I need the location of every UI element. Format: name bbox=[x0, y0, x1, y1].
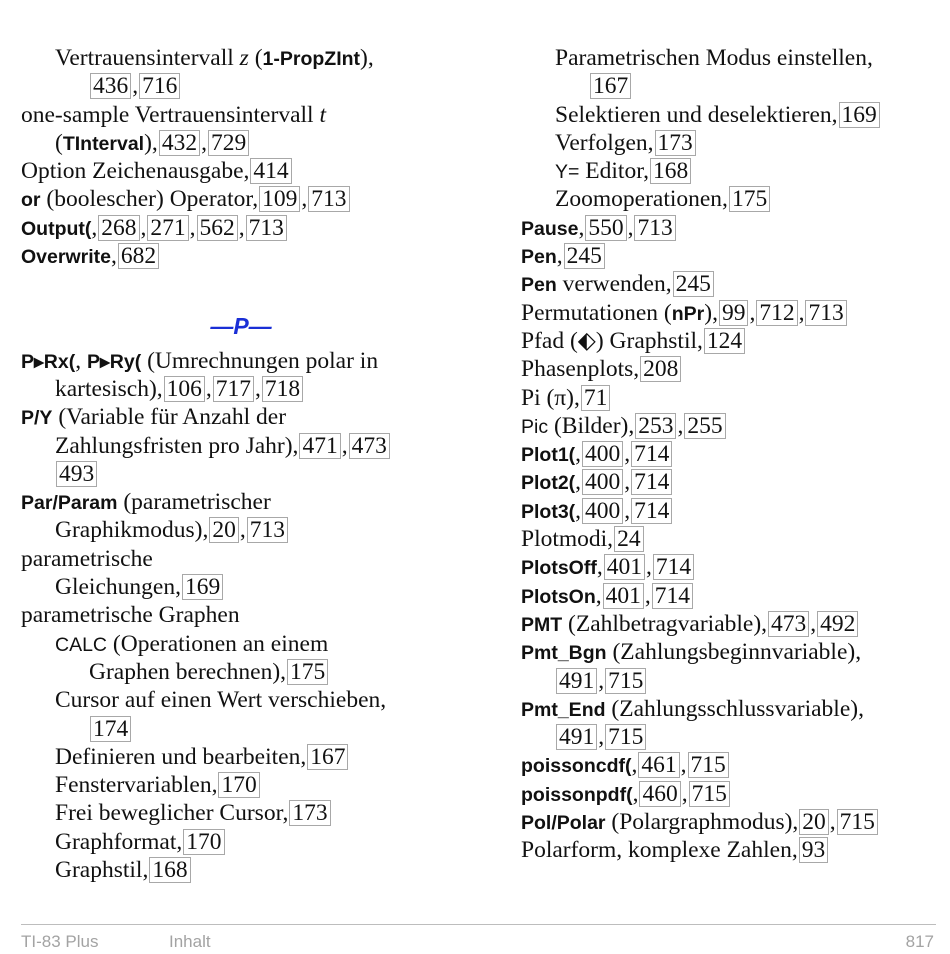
page-reference-link[interactable]: 401 bbox=[604, 554, 645, 580]
page-reference-link[interactable]: 432 bbox=[159, 130, 200, 156]
index-keyword: nPr bbox=[671, 302, 705, 325]
index-entry bbox=[21, 630, 461, 658]
index-text: ), bbox=[144, 129, 158, 156]
page-reference-link[interactable]: 168 bbox=[149, 857, 190, 883]
index-text: ), bbox=[360, 45, 374, 71]
index-text: Editor, bbox=[579, 158, 649, 185]
index-text: , bbox=[631, 752, 638, 779]
index-entry bbox=[21, 129, 461, 157]
index-text: Polarform, komplexe Zahlen, bbox=[521, 837, 798, 864]
page-reference-link[interactable]: 715 bbox=[605, 724, 646, 750]
page-separator: , bbox=[255, 375, 261, 402]
index-keyword: P/Y bbox=[21, 407, 53, 430]
page-reference-link[interactable]: 93 bbox=[799, 837, 829, 863]
index-entry bbox=[21, 715, 461, 743]
page-reference-link[interactable]: 167 bbox=[307, 744, 348, 770]
page-reference-link[interactable]: 682 bbox=[118, 243, 159, 269]
index-text: , bbox=[595, 582, 602, 609]
page-separator: , bbox=[598, 724, 605, 751]
page-reference-link[interactable]: 170 bbox=[218, 772, 259, 798]
index-text: (Zahlungsschlussvariable), bbox=[605, 695, 864, 722]
index-entry bbox=[521, 582, 941, 610]
index-entry bbox=[21, 375, 461, 403]
index-entry bbox=[21, 601, 461, 629]
page-reference-link[interactable]: 173 bbox=[289, 800, 330, 826]
index-entry bbox=[521, 327, 941, 355]
index-entry bbox=[21, 545, 461, 573]
index-entry bbox=[521, 638, 941, 666]
footer-page-number: 817 bbox=[905, 932, 934, 951]
index-keyword: P▸Rx( bbox=[21, 350, 76, 373]
index-entry bbox=[21, 856, 461, 884]
page-reference-link[interactable]: 716 bbox=[139, 73, 180, 99]
index-text: Zahlungsfristen pro Jahr), bbox=[55, 432, 299, 459]
index-text: (parametrischer bbox=[117, 489, 271, 516]
index-text: Graphformat, bbox=[55, 828, 183, 855]
index-keyword: Pol/Polar bbox=[521, 812, 606, 835]
page-reference-link[interactable]: 24 bbox=[614, 526, 644, 552]
footer-product-name: TI-83 Plus bbox=[21, 932, 99, 951]
index-text: , bbox=[110, 243, 117, 270]
index-text: , bbox=[575, 441, 582, 468]
index-keyword: Pmt_End bbox=[521, 698, 606, 721]
index-keyword: Pen bbox=[521, 246, 557, 269]
index-entry bbox=[521, 72, 941, 100]
page-reference-link[interactable]: 245 bbox=[673, 271, 714, 297]
index-text: Cursor auf einen Wert verschieben, bbox=[55, 687, 387, 714]
page-reference-link[interactable]: 268 bbox=[98, 215, 139, 241]
index-keyword: poissonpdf( bbox=[521, 783, 633, 806]
index-entry bbox=[21, 214, 461, 242]
page-reference-link[interactable]: 99 bbox=[719, 300, 749, 326]
index-entry bbox=[521, 667, 941, 695]
index-text: , bbox=[91, 214, 98, 241]
page-reference-link[interactable]: 400 bbox=[582, 498, 623, 524]
index-entry bbox=[521, 270, 941, 298]
page-reference-link[interactable]: 713 bbox=[246, 215, 287, 241]
section-heading: —P— bbox=[210, 312, 272, 339]
page-separator: , bbox=[238, 214, 245, 241]
page-reference-link[interactable]: 473 bbox=[768, 611, 809, 637]
index-keyword: Pen bbox=[521, 274, 557, 297]
page-reference-link[interactable]: 245 bbox=[564, 243, 605, 269]
index-entry bbox=[521, 836, 941, 864]
index-keyword: Output( bbox=[21, 217, 92, 240]
index-entry bbox=[521, 214, 941, 242]
page-reference-link[interactable]: 20 bbox=[799, 809, 829, 835]
index-text: ( bbox=[248, 45, 263, 71]
index-entry bbox=[521, 242, 941, 270]
index-text: one-sample Vertrauensintervall bbox=[21, 101, 320, 128]
section-spacer bbox=[21, 270, 461, 298]
page-separator: , bbox=[624, 441, 631, 468]
index-keyword: Plot2( bbox=[521, 472, 576, 495]
index-column-right bbox=[521, 44, 941, 865]
index-entry bbox=[21, 658, 461, 686]
index-entry bbox=[521, 553, 941, 581]
page-reference-link[interactable]: 713 bbox=[634, 215, 675, 241]
index-text: (Operationen an einem bbox=[107, 630, 329, 657]
index-entry bbox=[521, 808, 941, 836]
page-reference-link[interactable]: 713 bbox=[805, 300, 846, 326]
page-reference-link[interactable]: 562 bbox=[197, 215, 238, 241]
page-reference-link[interactable]: 491 bbox=[556, 724, 597, 750]
index-text: Parametrischen Modus einstellen, bbox=[555, 45, 873, 71]
index-text: Graphikmodus), bbox=[55, 517, 209, 544]
page-separator: , bbox=[624, 469, 631, 496]
index-entry bbox=[521, 497, 941, 525]
index-keyword: Pause bbox=[521, 217, 579, 240]
page-reference-link[interactable]: 714 bbox=[652, 583, 693, 609]
index-entry bbox=[521, 525, 941, 553]
page-reference-link[interactable]: 109 bbox=[259, 186, 300, 212]
index-entry bbox=[521, 440, 941, 468]
index-text: Zoomoperationen, bbox=[555, 186, 728, 213]
index-entry bbox=[21, 460, 461, 488]
page-reference-link[interactable]: 71 bbox=[581, 385, 611, 411]
index-text: (Zahlbetragvariable), bbox=[562, 610, 768, 637]
index-entry bbox=[21, 403, 461, 431]
page-reference-link[interactable]: 714 bbox=[653, 554, 694, 580]
page-separator: , bbox=[205, 375, 212, 402]
index-keyword: P▸Ry( bbox=[86, 350, 142, 373]
index-column-left bbox=[21, 44, 461, 884]
index-entry bbox=[521, 751, 941, 779]
index-keyword: Overwrite bbox=[21, 246, 111, 269]
page-reference-link[interactable]: 208 bbox=[640, 356, 681, 382]
index-text: Frei beweglicher Cursor, bbox=[55, 800, 289, 827]
index-text: Selektieren und deselektieren, bbox=[555, 101, 838, 128]
index-entry bbox=[521, 468, 941, 496]
page-reference-link[interactable]: 714 bbox=[631, 498, 672, 524]
index-entry bbox=[521, 412, 941, 440]
index-entry bbox=[521, 610, 941, 638]
page-reference-link[interactable]: 714 bbox=[631, 441, 672, 467]
index-key-label: Y= bbox=[555, 161, 580, 184]
page-reference-link[interactable]: 170 bbox=[183, 829, 224, 855]
index-keyword: or bbox=[21, 189, 41, 212]
page-separator: , bbox=[677, 412, 684, 439]
page-separator: , bbox=[749, 299, 756, 326]
index-keyword: poissoncdf( bbox=[521, 755, 632, 778]
index-keyword: PMT bbox=[521, 613, 563, 636]
page-separator: , bbox=[598, 667, 605, 694]
index-entry bbox=[521, 129, 941, 157]
index-entry bbox=[21, 516, 461, 544]
index-entry bbox=[521, 185, 941, 213]
index-text: , bbox=[556, 243, 563, 270]
page-reference-link[interactable]: 471 bbox=[299, 433, 340, 459]
index-text: Pfad (⬖) Graphstil, bbox=[521, 327, 703, 354]
page-separator: , bbox=[201, 129, 207, 156]
index-keyword: Pmt_Bgn bbox=[521, 642, 607, 665]
index-keyword: Plot1( bbox=[521, 444, 576, 467]
index-entry bbox=[21, 44, 461, 72]
index-text: Graphstil, bbox=[55, 857, 149, 884]
page-reference-link[interactable]: 106 bbox=[164, 376, 205, 402]
page-reference-link[interactable]: 400 bbox=[582, 469, 623, 495]
page-separator: , bbox=[140, 214, 147, 241]
page-reference-link[interactable]: 169 bbox=[839, 102, 880, 128]
page-reference-link[interactable]: 729 bbox=[208, 130, 249, 156]
index-entry bbox=[21, 743, 461, 771]
index-entry bbox=[21, 242, 461, 270]
index-text: parametrische Graphen bbox=[21, 602, 240, 629]
index-text: Gleichungen, bbox=[55, 574, 181, 601]
index-entry bbox=[21, 799, 461, 827]
page-reference-link[interactable]: 460 bbox=[639, 781, 680, 807]
page-separator: , bbox=[624, 497, 631, 524]
page-reference-link[interactable]: 715 bbox=[688, 752, 729, 778]
index-entry bbox=[21, 185, 461, 213]
page-reference-link[interactable]: 718 bbox=[262, 376, 303, 402]
index-keyword: 1-PropZInt bbox=[262, 48, 361, 70]
index-entry bbox=[21, 488, 461, 516]
index-key-label: CALC bbox=[55, 633, 108, 656]
index-text: kartesisch), bbox=[55, 375, 163, 402]
index-entry bbox=[21, 828, 461, 856]
page-separator: , bbox=[810, 610, 817, 637]
page-reference-link[interactable]: 414 bbox=[250, 158, 291, 184]
index-entry bbox=[21, 686, 461, 714]
index-text: , bbox=[632, 780, 639, 807]
index-keyword: TInterval bbox=[62, 132, 145, 155]
index-text: (boolescher) Operator, bbox=[40, 186, 259, 213]
index-text: parametrische bbox=[21, 545, 153, 572]
page-reference-link[interactable]: 271 bbox=[147, 215, 188, 241]
index-text: (Zahlungsbeginnvariable), bbox=[606, 639, 862, 666]
page-separator: , bbox=[189, 214, 196, 241]
index-entry bbox=[521, 299, 941, 327]
index-text: Phasenplots, bbox=[521, 356, 640, 383]
index-text: , bbox=[578, 214, 585, 241]
index-text: (Variable für Anzahl der bbox=[52, 404, 287, 431]
page-separator: , bbox=[301, 186, 308, 213]
page-reference-link[interactable]: 175 bbox=[287, 659, 328, 685]
page-reference-link[interactable]: 493 bbox=[56, 461, 97, 487]
index-entry bbox=[21, 157, 461, 185]
index-key-label: Pic bbox=[521, 415, 549, 438]
index-text: , bbox=[575, 497, 582, 524]
page-separator: , bbox=[681, 780, 688, 807]
index-text: , bbox=[596, 554, 603, 581]
page-reference-link[interactable]: 492 bbox=[817, 611, 858, 637]
index-entry bbox=[21, 573, 461, 601]
page-separator: , bbox=[132, 73, 139, 100]
index-text: Plotmodi, bbox=[521, 526, 614, 553]
page-reference-link[interactable]: 714 bbox=[631, 469, 672, 495]
page-separator: , bbox=[645, 554, 652, 581]
page-reference-link[interactable]: 713 bbox=[247, 517, 288, 543]
index-text: Definieren und bearbeiten, bbox=[55, 743, 307, 770]
page-reference-link[interactable]: 473 bbox=[349, 433, 390, 459]
index-entry bbox=[521, 695, 941, 723]
page-reference-link[interactable]: 174 bbox=[90, 716, 131, 742]
index-keyword: PlotsOff bbox=[521, 557, 597, 580]
page-separator: , bbox=[239, 517, 246, 544]
page-reference-link[interactable]: 715 bbox=[689, 781, 730, 807]
footer-divider bbox=[21, 924, 936, 925]
index-entry bbox=[21, 771, 461, 799]
page-reference-link[interactable]: 436 bbox=[90, 73, 131, 99]
index-keyword: Par/Param bbox=[21, 492, 118, 515]
page-reference-link[interactable]: 400 bbox=[582, 441, 623, 467]
page-reference-link[interactable]: 175 bbox=[729, 186, 770, 212]
index-entry bbox=[521, 101, 941, 129]
page-reference-link[interactable]: 712 bbox=[756, 300, 797, 326]
index-text: Fenstervariablen, bbox=[55, 772, 218, 799]
index-text: Vertrauensintervall bbox=[55, 45, 240, 71]
index-text: , bbox=[75, 347, 87, 374]
index-entry bbox=[521, 723, 941, 751]
page-reference-link[interactable]: 401 bbox=[603, 583, 644, 609]
page-reference-link[interactable]: 713 bbox=[308, 186, 349, 212]
page-separator: , bbox=[798, 299, 805, 326]
index-text: (Umrechnungen polar in bbox=[141, 347, 379, 374]
page-reference-link[interactable]: 173 bbox=[655, 130, 696, 156]
page-reference-link[interactable]: 715 bbox=[605, 668, 646, 694]
footer-contents-link[interactable]: Inhalt bbox=[169, 932, 211, 951]
index-entry bbox=[521, 44, 941, 72]
index-entry bbox=[21, 72, 461, 100]
index-entry bbox=[21, 432, 461, 460]
page-separator: , bbox=[627, 214, 634, 241]
index-text: t bbox=[319, 101, 326, 128]
page-separator: , bbox=[680, 752, 687, 779]
page-reference-link[interactable]: 255 bbox=[684, 413, 725, 439]
page-separator: , bbox=[341, 432, 348, 459]
page-separator: , bbox=[829, 809, 836, 836]
index-entry bbox=[21, 101, 461, 129]
index-text: Verfolgen, bbox=[555, 129, 654, 156]
index-entry bbox=[521, 384, 941, 412]
page-reference-link[interactable]: 167 bbox=[590, 73, 631, 99]
index-entry bbox=[21, 347, 461, 375]
page-reference-link[interactable]: 715 bbox=[837, 809, 878, 835]
index-text: , bbox=[575, 469, 582, 496]
page-reference-link[interactable]: 253 bbox=[635, 413, 676, 439]
index-text: Option Zeichenausgabe, bbox=[21, 158, 250, 185]
page-reference-link[interactable]: 550 bbox=[585, 215, 626, 241]
index-text: (Bilder), bbox=[548, 412, 635, 439]
index-keyword: Plot3( bbox=[521, 500, 576, 523]
page-reference-link[interactable]: 717 bbox=[213, 376, 254, 402]
page-reference-link[interactable]: 491 bbox=[556, 668, 597, 694]
index-entry bbox=[521, 780, 941, 808]
index-entry bbox=[521, 355, 941, 383]
index-entry bbox=[521, 157, 941, 185]
page-separator: , bbox=[644, 582, 651, 609]
index-text: Graphen berechnen), bbox=[89, 658, 287, 685]
index-text: z bbox=[239, 45, 249, 71]
index-text: Pi (π), bbox=[521, 384, 580, 411]
index-keyword: PlotsOn bbox=[521, 585, 596, 608]
page-reference-link[interactable]: 169 bbox=[182, 574, 223, 600]
index-text: ), bbox=[704, 299, 718, 326]
page-reference-link[interactable]: 461 bbox=[638, 752, 679, 778]
index-text: Permutationen ( bbox=[521, 299, 672, 326]
page-reference-link[interactable]: 124 bbox=[704, 328, 745, 354]
page-reference-link[interactable]: 168 bbox=[650, 158, 691, 184]
index-text: ( bbox=[55, 129, 63, 156]
page-reference-link[interactable]: 20 bbox=[209, 517, 239, 543]
index-text: (Polargraphmodus), bbox=[605, 809, 799, 836]
index-text: verwenden, bbox=[556, 271, 672, 298]
